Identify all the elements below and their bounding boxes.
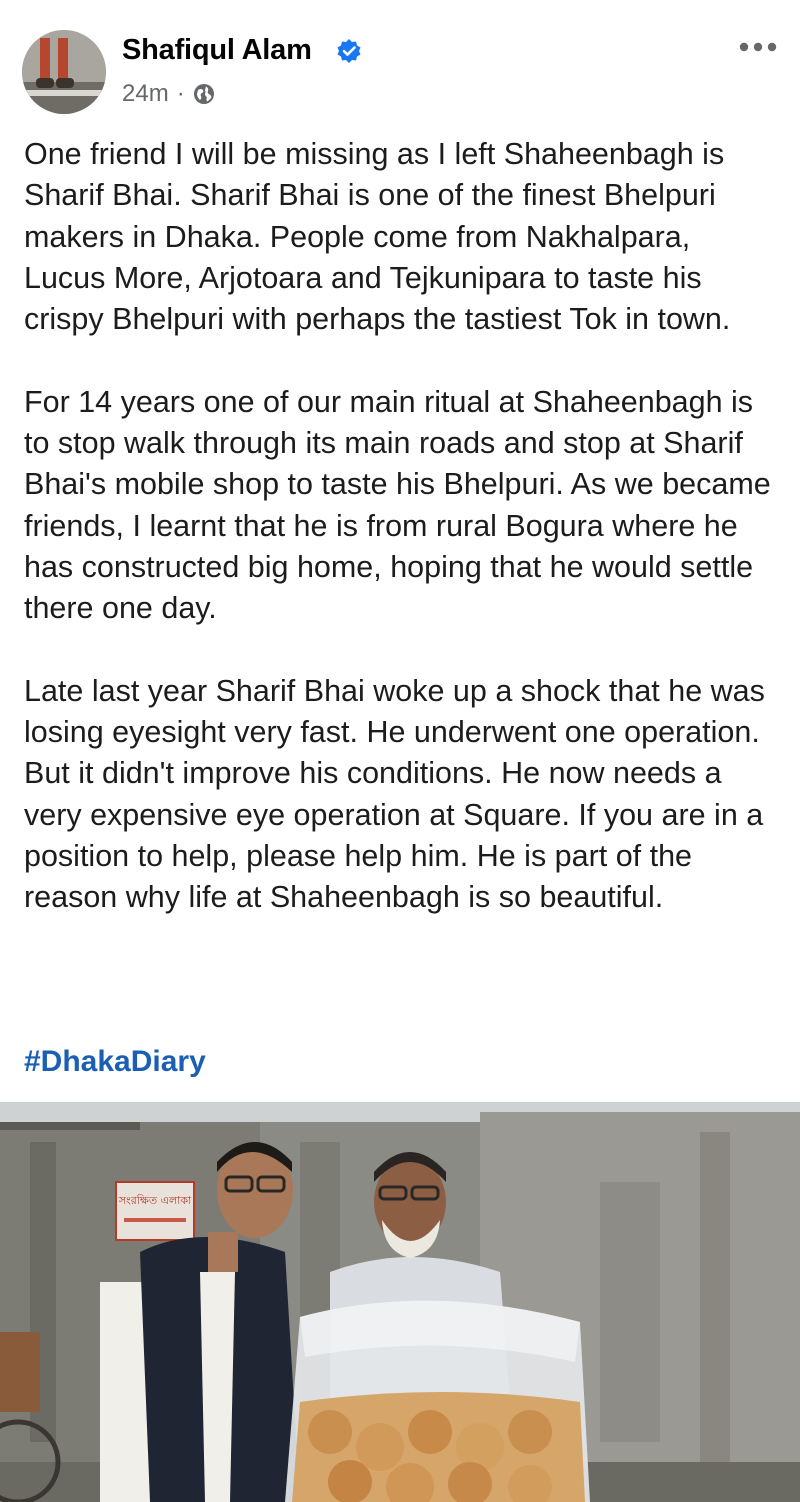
post-timestamp[interactable]: 24m: [122, 80, 169, 107]
post-body: [24, 134, 776, 960]
wall-sign-text: সংরক্ষিত এলাকা: [118, 1194, 192, 1207]
author-avatar[interactable]: [22, 30, 106, 114]
post-photo[interactable]: [0, 1102, 800, 1502]
post-header: [0, 0, 800, 120]
more-options-icon[interactable]: [738, 40, 778, 54]
post-meta: [122, 80, 215, 108]
post-paragraph: For 14 years one of our main ritual at Shaheenbagh is to stop walk through its main roads and stop at Sharif Bhai's mobile shop to taste his Bhelpuri. As we became friends, I learnt that he is from rural Bogura where he has constructed big home, hoping that he would settle there one day.: [24, 384, 771, 626]
avatar-photo: [22, 30, 106, 114]
hashtag-link[interactable]: #DhakaDiary: [24, 1045, 206, 1078]
globe-icon[interactable]: [193, 83, 215, 105]
author-name[interactable]: Shafiqul Alam: [122, 34, 312, 66]
post-photo-image: [0, 1102, 800, 1502]
post-paragraph: Late last year Sharif Bhai woke up a shock that he was losing eyesight very fast. He underwent one operation. But it didn't improve his conditions. He now needs a very expensive eye operation at Square. If you are in a position to help, please help him. He is part of the reason why life at Shaheenbagh is so beautiful.: [24, 673, 765, 915]
post-paragraph: One friend I will be missing as I left Shaheenbagh is Sharif Bhai. Sharif Bhai is one of the finest Bhelpuri makers in Dhaka. People come from Nakhalpara, Lucus More, Arjotoara and Tejkunipara to taste his crispy Bhelpuri with perhaps the tastiest Tok in town.: [24, 137, 731, 337]
meta-separator: ·: [176, 80, 185, 107]
verified-badge-icon: [336, 38, 362, 64]
